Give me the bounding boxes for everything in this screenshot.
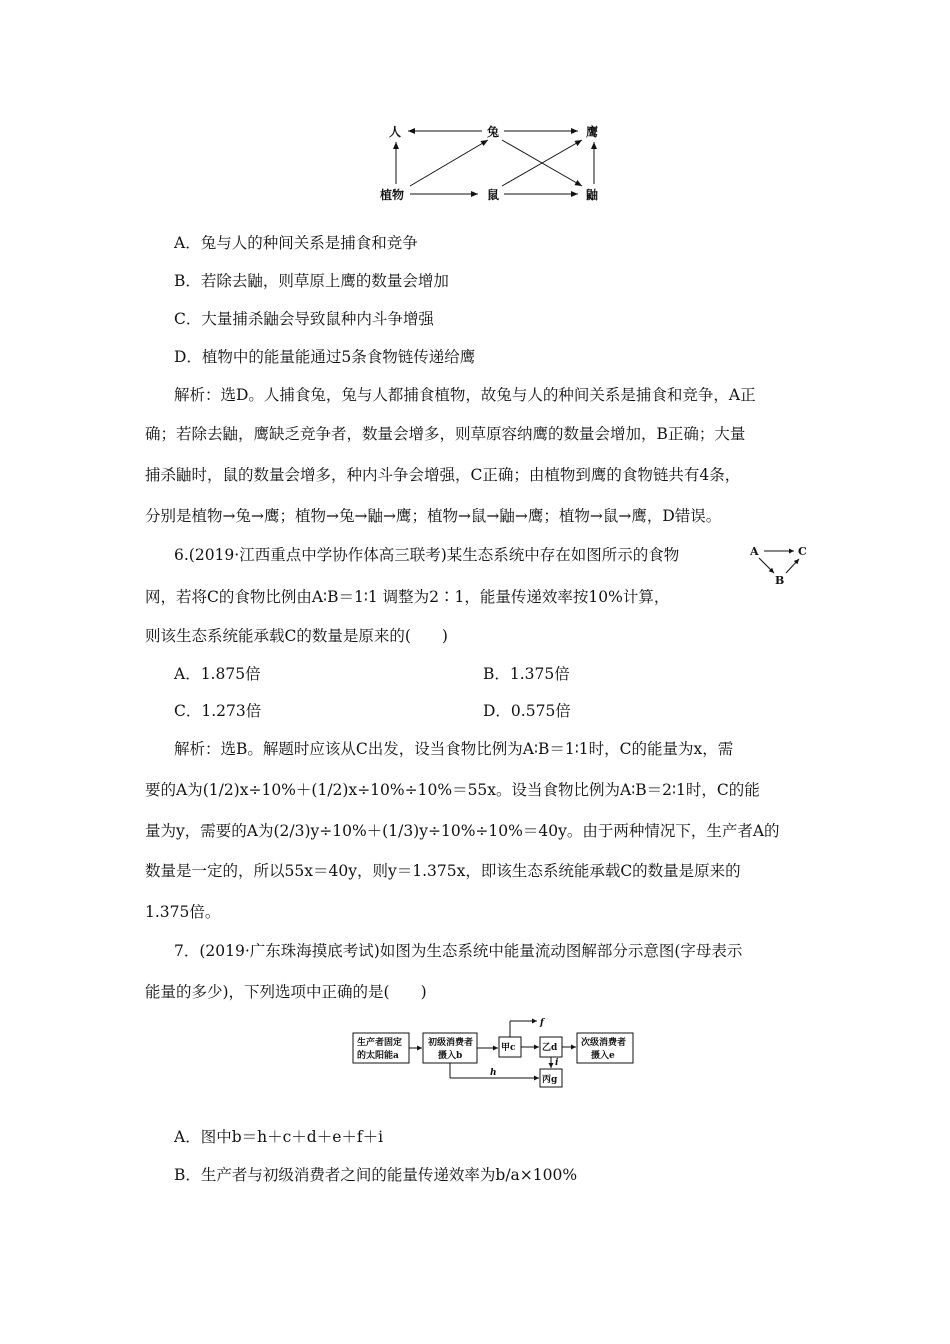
q6-analysis-line: 要的A为(1/2)x÷10%＋(1/2)x÷10%÷10%＝55x。设当食物比例为A∶B＝2∶1时，C的能 [145, 781, 760, 799]
yi-label: 乙d [542, 1043, 558, 1053]
jia-label: 甲c [501, 1043, 516, 1053]
q7-option-a: A．图中b＝h＋c＋d＋e＋f＋i [174, 1128, 384, 1146]
q5-option-d: D．植物中的能量能通过5条食物链传递给鹰 [174, 348, 476, 366]
secondary-consumer-label: 摄入e [591, 1051, 615, 1061]
q6-option-d: D．0.575倍 [483, 702, 571, 720]
q6-stem-line: 则该生态系统能承载C的数量是原来的( ) [145, 627, 448, 645]
q5-option-c: C．大量捕杀鼬会导致鼠种内斗争增强 [174, 310, 434, 328]
arrow-zhiwu-tu [410, 140, 488, 186]
producer-label: 的太阳能a [357, 1051, 399, 1061]
q6-stem-line: 6.(2019·江西重点中学协作体高三联考)某生态系统中存在如图所示的食物 [174, 546, 680, 564]
q5-option-b: B．若除去鼬，则草原上鹰的数量会增加 [174, 272, 449, 290]
q5-analysis-line: 分别是植物→兔→鹰；植物→兔→鼬→鹰；植物→鼠→鼬→鹰；植物→鼠→鹰，D错误。 [145, 507, 722, 525]
node-a: A [750, 545, 759, 558]
q7-option-b: B．生产者与初级消费者之间的能量传递效率为b/a×100% [174, 1166, 578, 1184]
bing-label: 丙g [542, 1075, 558, 1085]
f-label: f [540, 1018, 544, 1028]
q6-analysis-line: 量为y，需要的A为(2/3)y÷10%＋(1/3)y÷10%÷10%＝40y。由于两种情况下，生产者A的 [145, 822, 780, 840]
q5-analysis-line: 确；若除去鼬，鹰缺乏竞争者，数量会增多，则草原容纳鹰的数量会增加，B正确；大量 [145, 425, 746, 443]
node-shu: 鼠 [487, 188, 500, 202]
node-zhiwu: 植物 [380, 188, 405, 202]
primary-consumer-label: 初级消费者 [428, 1038, 474, 1048]
q7-stem-line: 能量的多少)，下列选项中正确的是( ) [145, 983, 427, 1001]
q5-analysis-line: 捕杀鼬时，鼠的数量会增多，种内斗争会增强，C正确；由植物到鹰的食物链共有4条， [145, 466, 741, 484]
node-b: B [775, 574, 785, 587]
producer-label: 生产者固定 [357, 1038, 403, 1048]
q6-option-b: B．1.375倍 [483, 665, 570, 683]
food-web-diagram [0, 0, 950, 220]
q6-option-a: A．1.875倍 [174, 665, 261, 683]
node-tu: 兔 [487, 125, 500, 139]
h-label: h [490, 1068, 497, 1078]
abc-diagram [746, 540, 816, 590]
q5-option-a: A．兔与人的种间关系是捕食和竞争 [174, 234, 418, 252]
node-you: 鼬 [586, 188, 599, 202]
q6-analysis-line: 1.375倍。 [145, 903, 221, 921]
energy-flow-diagram [350, 1012, 650, 1092]
q6-stem-line: 网，若将C的食物比例由A∶B＝1∶1 调整为2∶1，能量传递效率按10%计算， [145, 588, 670, 606]
q6-analysis-line: 解析：选B。解题时应该从C出发，设当食物比例为A∶B＝1∶1时，C的能量为x，需 [174, 740, 734, 758]
i-label: i [555, 1058, 559, 1068]
q5-analysis-line: 解析：选D。人捕食兔，兔与人都捕食植物，故兔与人的种间关系是捕食和竞争，A正 [174, 386, 756, 404]
node-ren: 人 [389, 125, 402, 139]
node-c: C [798, 545, 807, 558]
q6-option-c: C．1.273倍 [174, 702, 262, 720]
q6-analysis-line: 数量是一定的，所以55x＝40y，则y＝1.375x，即该生态系统能承载C的数量是原来的 [145, 862, 741, 880]
primary-consumer-label: 摄入b [438, 1051, 463, 1061]
q7-stem-line: 7．(2019·广东珠海摸底考试)如图为生态系统中能量流动图解部分示意图(字母表示 [174, 942, 743, 960]
node-ying: 鹰 [586, 125, 599, 139]
secondary-consumer-label: 次级消费者 [581, 1038, 627, 1048]
